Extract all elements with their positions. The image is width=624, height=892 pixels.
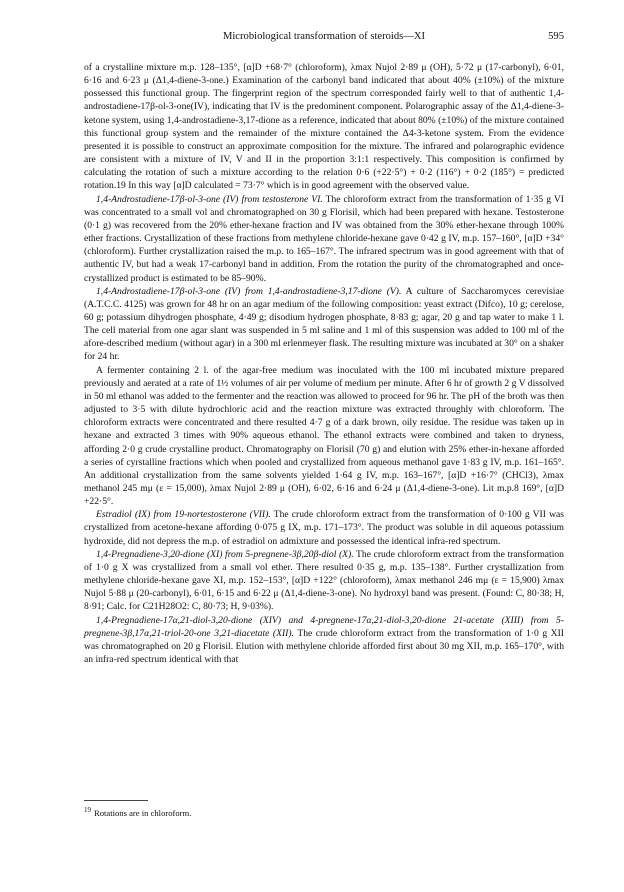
paragraph xyxy=(84,614,564,667)
running-title: Microbiological transformation of steroids—XI xyxy=(222,31,426,42)
footnote-text: Rotations are in chloroform. xyxy=(94,808,192,818)
paragraph xyxy=(84,193,564,285)
paragraph xyxy=(84,61,564,193)
footnote-divider xyxy=(84,800,148,801)
paragraph-text: A fermenter containing 2 l. of the agar-free medium was inoculated with the 100 ml incubated mixture prepared previously and aerated at a rate of 1½ volumes of air per volume of medium per minute. After 6 hr of growth 2 g V dissolved in 50 ml ethanol was added to the fermenter and the reaction was allowed to proceed for 96 hr. The pH of the broth was then adjusted to 3·5 with dilute hydrochloric acid and the reaction mixture was extracted throughly with chloroform. The chloroform extracts were concentrated and there resulted 4·7 g of a dark brown, oily residue. The residue was taken up in hexane and extracted 3 times with 90% aqueous ethanol. The ethanol extracts were combined and taken to dryness, affording 2·0 g crude crystalline product. Chromatography on Florisil (70 g) and elution with 25% ether-in-hexane afforded a series of cyrstalline fractions which when pooled and crystallized from aqueous methanol gave 1·83 g IV, m.p. 161–165°. An additional crystallization from the same solvents yielded 1·64 g IV, m.p. 163–167°, [α]D +16·7° (CHCl3), λmax methanol 245 mμ (ε = 15,000), λmax Nujol 2·89 μ (OH), 6·02, 6·16 and 6·24 μ (Δ1,4-diene-3-one). Lit m.p.8 169°, [α]D +22·5°. xyxy=(84,364,565,508)
running-head xyxy=(84,30,564,44)
paragraph xyxy=(84,508,564,547)
paragraph-text: The crude chloroform extract from the transformation of 1·0 g XII was chromatographed on 20 g Florisil. Elution with methylene chloride afforded first about 30 mg XII, m.p. 165–170°, with an infra-red spectrum identical with that xyxy=(84,627,564,666)
paragraph-heading: 1,4-Pregnadiene-17α,21-diol-3,20-dione (XIV) and 4-pregnene-17α,21-diol-3,20-dione 21-acetate (XIII) from 5-pregnene-3β,17α,21-triol-20-one 3,21-diacetate (XII). xyxy=(84,614,564,639)
paragraph-text: The crude chloroform extract from the transformation of 0·100 g VII was crystallized from acetone-hexane affording 0·075 g IX, m.p. 171–173°. The product was soluble in dil aqueous potassium hydroxide, did not depress the m.p. of estradiol on admixture and possessed the identical infra-red spectrum. xyxy=(84,509,564,547)
paragraph xyxy=(84,548,564,614)
footnote-marker: 19 xyxy=(84,806,91,815)
paragraph-heading: 1,4-Androstadiene-17β-ol-3-one (IV) from 1,4-androstadiene-3,17-dione (V). xyxy=(96,285,402,297)
paragraph-text: A culture of Saccharomyces cerevisiae (A.T.C.C. 4125) was grown for 48 hr on an agar medium of the following composition: yeast extract (Difco), 10 g; cerelose, 60 g; potassium dihydrogen phosphate, 4·49 g; disodium hydrogen phosphate, 8·83 g; agar, 20 g and tap water to make 1 l. The cell material from one agar slant was suspended in 5 ml saline and 1 ml of this suspension was added to 100 ml of the afore-described medium (without agar) in a 300 ml erlenmeyer flask. The resulting mixture was incubated at 30° on a shaker for 24 hr. xyxy=(84,285,564,363)
paragraph-text: The chloroform extract from the transformation of 1·35 g VI was concentrated to a small vol and chromatographed on 30 g Florisil, which had been prepared with hexane. Testosterone (0·1 g) was recovered from the 20% ether-hexane fraction and IV was obtained from the 30% ether-hexane through 100% ether fractions. Crystallization of these fractions from methylene chloride-hexane gave 0·42 g IV, m.p. 157–160°, [α]D +34° (chloroform). Further crystallization raised the m.p. to 165–167°. The infrared spectrum was in good agreement with that of authentic IV, but had a weak 17-carbonyl band in addition. From the rotation the purity of the chromatographed and once-crystallized product is estimated to be 85–90%. xyxy=(84,193,564,284)
paragraph-text: of a crystalline mixture m.p. 128–135°, [α]D +68·7° (chloroform), λmax Nujol 2·89 μ (OH), 5·72 μ (17-carbonyl), 6·01, 6·16 and 6·23 μ (Δ1,4-diene-3-one.) Examination of the carbonyl band indicated that about 40% (±10%) of the mixture possessed this functional group. The fingerprint region of the spectrum corresponded fairly well to that of authentic 1,4-androstadiene-17β-ol-3-one(IV), indicating that IV is the predominent component. Polarographic assay of the Δ1,4-diene-3-ketone system, using 1,4-androstadiene-3,17-dione as a reference, indicated that about 80% (±10%) of the mixture contained this functional group system and the remainder of the mixture contained the Δ4-3-ketone system. From the evidence presented it is possible to construct an approximate composition for the mixture. The infrared and polarographic evidence are consistent with a mixture of IV, V and II in the proportion 3:1:1 respectively. This composition is confirmed by calculating the rotation of such a mixture according to the relation 0·6 (+22·5°) + 0·2 (116°) + 0·2 (185°) = predicted rotation.19 In this way [α]D calculated = 73·7° which is in good agreement with the observed value. xyxy=(84,62,564,192)
paragraph-heading: 1,4-Androstadiene-17β-ol-3-one (IV) from testosterone VI. xyxy=(96,193,323,205)
paragraph xyxy=(84,364,564,509)
paragraph-text: The crude chloroform extract from the transformation of 1·0 g X was crystallized from a small vol ether. There resulted 0·35 g, m.p. 135–138°. Further crystallization from methylene chloride-hexane gave XI, m.p. 152–153°, [α]D +122° (chloroform), λmax methanol 246 mμ (ε = 15,900) λmax Nujol 5·88 μ (20-carbonyl), 6·01, 6·15 and 6·22 μ (Δ1,4-diene-3-one). No hydroxyl band was present. (Found: C, 80·38; H, 8·91; Calc. for C21H28O2: C, 80·73; H, 9·03%). xyxy=(84,548,564,613)
paragraph xyxy=(84,285,564,364)
body-text xyxy=(84,61,564,666)
paragraph-heading: 1,4-Pregnadiene-3,20-dione (XI) from 5-pregnene-3β,20β-diol (X). xyxy=(96,548,354,560)
page-number: 595 xyxy=(548,31,564,42)
paragraph-heading: Estradiol (IX) from 19-nortestosterone (VII). xyxy=(96,509,271,521)
footnote xyxy=(84,808,564,819)
